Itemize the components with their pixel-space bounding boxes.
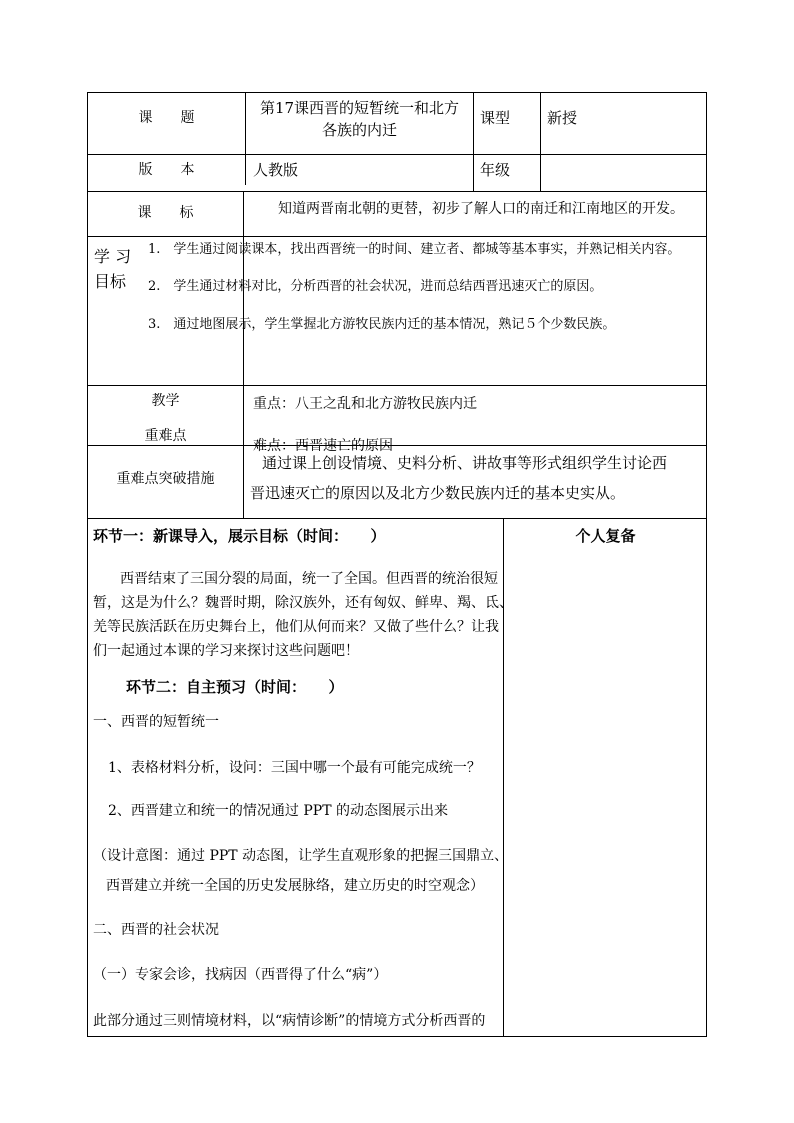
topic-value-line1: 第17课西晋的短暂统一和北方 <box>259 99 460 117</box>
standard-value: 知道两晋南北朝的更替，初步了解人口的南迁和江南地区的开发。 <box>278 201 684 217</box>
topic-value-line2: 各族的内迁 <box>321 121 397 139</box>
process-last-line: 此部分通过三则情境材料，以“病情诊断”的情境方式分析西晋的 <box>93 1013 486 1029</box>
type-label: 课型 <box>480 109 511 127</box>
intro-line-3: 羌等民族活跃在历史舞台上，他们从何而来？又做了些什么？让我 <box>93 619 499 635</box>
section2-title: 环节二：自主预习（时间： ） <box>126 678 344 696</box>
objective-item-2: 2. 学生通过材料对比，分析西晋的社会状况，进而总结西晋迅速灭亡的原因。 <box>148 279 603 294</box>
section1-title: 环节一：新课导入，展示目标（时间： ） <box>93 527 386 545</box>
measures-label: 重难点突破措施 <box>116 471 215 487</box>
grade-label: 年级 <box>480 161 511 179</box>
process-item-2: 2、西晋建立和统一的情况通过 PPT 的动态图展示出来 <box>108 803 448 819</box>
row-divider-measures <box>87 518 707 519</box>
row-divider-topic <box>87 154 707 155</box>
design-intent-line2: 西晋建立并统一全国的历史发展脉络，建立历史的时空观念） <box>106 878 484 894</box>
sub-heading-diagnosis: （一）专家会诊，找病因（西晋得了什么“病”） <box>93 967 388 983</box>
objective-item-3: 3. 通过地图展示，学生掌握北方游牧民族内迁的基本情况，熟记５个少数民族。 <box>148 317 616 332</box>
keypoints-label-line1: 教学 <box>151 393 180 409</box>
objectives-label-line1: 学 习 <box>94 247 132 266</box>
objective-item-1: 1. 学生通过阅读课本，找出西晋统一的时间、建立者、都城等基本事实，并熟记相关内容。 <box>148 242 681 257</box>
measures-line2: 晋迅速灭亡的原因以及北方少数民族内迁的基本史实从。 <box>250 484 626 502</box>
heading-social-conditions: 二、西晋的社会状况 <box>93 922 219 938</box>
keypoints-label-line2: 重难点 <box>144 428 187 444</box>
edition-value: 人教版 <box>253 161 299 179</box>
edition-label: 版 本 <box>138 162 195 178</box>
process-item-1: 1、表格材料分析，设问：三国中哪一个最有可能完成统一？ <box>108 760 481 776</box>
design-intent-line1: （设计意图：通过 PPT 动态图，让学生直观形象的把握三国鼎立、 <box>93 848 509 864</box>
col-divider-type-value <box>540 92 541 191</box>
keypoint-difficulty: 难点：西晋速亡的原因 <box>253 438 393 454</box>
keypoints-label-clip <box>88 420 243 445</box>
col-divider-type <box>473 92 474 191</box>
type-value: 新授 <box>547 109 578 127</box>
objectives-label-line2: 目标 <box>94 272 127 291</box>
standard-label: 课 标 <box>137 205 194 221</box>
personal-prep-title: 个人复备 <box>575 527 636 545</box>
intro-line-2: 暂，这是为什么？魏晋时期，除汉族外，还有匈奴、鲜卑、羯、氐、 <box>93 595 513 611</box>
topic-label: 课 题 <box>138 110 195 126</box>
row-divider-standard <box>87 236 707 237</box>
intro-line-1: 西晋结束了三国分裂的局面，统一了全国。但西晋的统治很短 <box>120 571 498 587</box>
keypoint-focus: 重点：八王之乱和北方游牧民族内迁 <box>253 396 477 412</box>
heading-western-jin-unification: 一、西晋的短暂统一 <box>93 714 219 730</box>
intro-line-4: 们一起通过本课的学习来探讨这些问题吧！ <box>93 643 359 659</box>
row-divider-edition <box>87 191 707 192</box>
keypoints-content-clip <box>244 386 706 454</box>
measures-line1: 通过课上创设情境、史料分析、讲故事等形式组织学生讨论西 <box>262 454 668 472</box>
